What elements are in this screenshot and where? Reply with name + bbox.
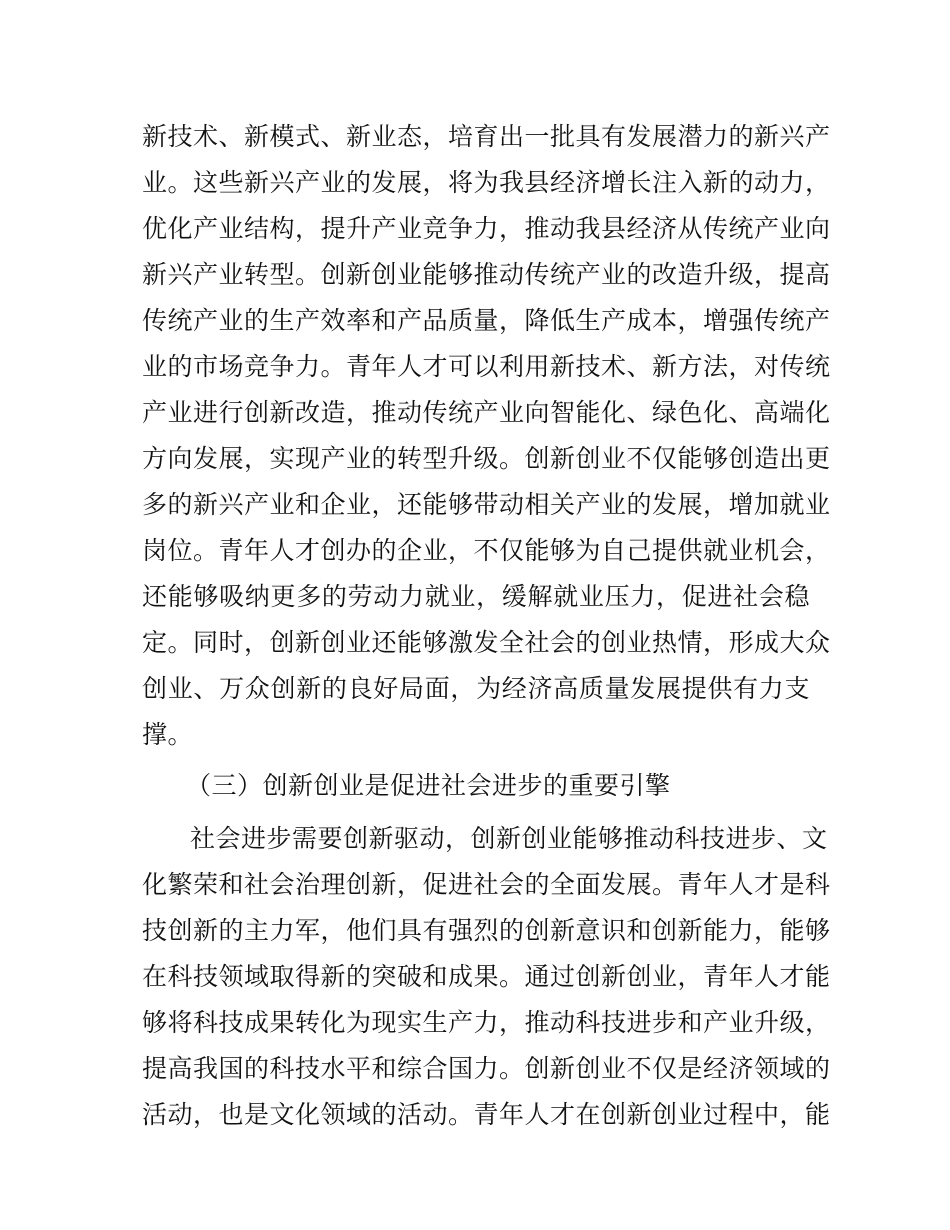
paragraph-1-line: 传统产业的生产效率和产品质量，降低生产成本，增强传统产	[142, 306, 831, 335]
paragraph-1-line: 业的市场竞争力。青年人才可以利用新技术、新方法，对传统	[142, 352, 831, 381]
paragraph-1-line: 方向发展，实现产业的转型升级。创新创业不仅能够创造出更	[142, 444, 831, 473]
paragraph-2-line: 技创新的主力军，他们具有强烈的创新意识和创新能力，能够	[142, 916, 831, 945]
paragraph-1-line: 创业、万众创新的良好局面，为经济高质量发展提供有力支	[142, 674, 810, 703]
paragraph-1-line: 定。同时，创新创业还能够激发全社会的创业热情，形成大众	[142, 628, 831, 657]
section-heading: （三）创新创业是促进社会进步的重要引擎	[186, 771, 671, 800]
paragraph-2-line: 化繁荣和社会治理创新，促进社会的全面发展。青年人才是科	[142, 870, 831, 899]
paragraph-1-line: 产业进行创新改造，推动传统产业向智能化、绿色化、高端化	[142, 398, 831, 427]
paragraph-1-line: 新技术、新模式、新业态，培育出一批具有发展潜力的新兴产	[142, 122, 831, 151]
paragraph-1-line: 新兴产业转型。创新创业能够推动传统产业的改造升级，提高	[142, 260, 831, 289]
paragraph-2-line: 社会进步需要创新驱动，创新创业能够推动科技进步、文	[190, 824, 828, 853]
paragraph-1-line: 还能够吸纳更多的劳动力就业，缓解就业压力，促进社会稳	[142, 582, 810, 611]
paragraph-2-line: 在科技领域取得新的突破和成果。通过创新创业，青年人才能	[142, 962, 831, 991]
paragraph-1-line: 岗位。青年人才创办的企业，不仅能够为自己提供就业机会，	[142, 536, 831, 565]
paragraph-1-line: 业。这些新兴产业的发展，将为我县经济增长注入新的动力，	[142, 168, 831, 197]
paragraph-1-line: 优化产业结构，提升产业竞争力，推动我县经济从传统产业向	[142, 214, 831, 243]
paragraph-2-line: 活动，也是文化领域的活动。青年人才在创新创业过程中，能	[142, 1100, 831, 1129]
paragraph-1-line: 多的新兴产业和企业，还能够带动相关产业的发展，增加就业	[142, 490, 831, 519]
paragraph-2-line: 够将科技成果转化为现实生产力，推动科技进步和产业升级，	[142, 1008, 831, 1037]
paragraph-1-line: 撑。	[142, 720, 194, 749]
paragraph-2-line: 提高我国的科技水平和综合国力。创新创业不仅是经济领域的	[142, 1054, 831, 1083]
